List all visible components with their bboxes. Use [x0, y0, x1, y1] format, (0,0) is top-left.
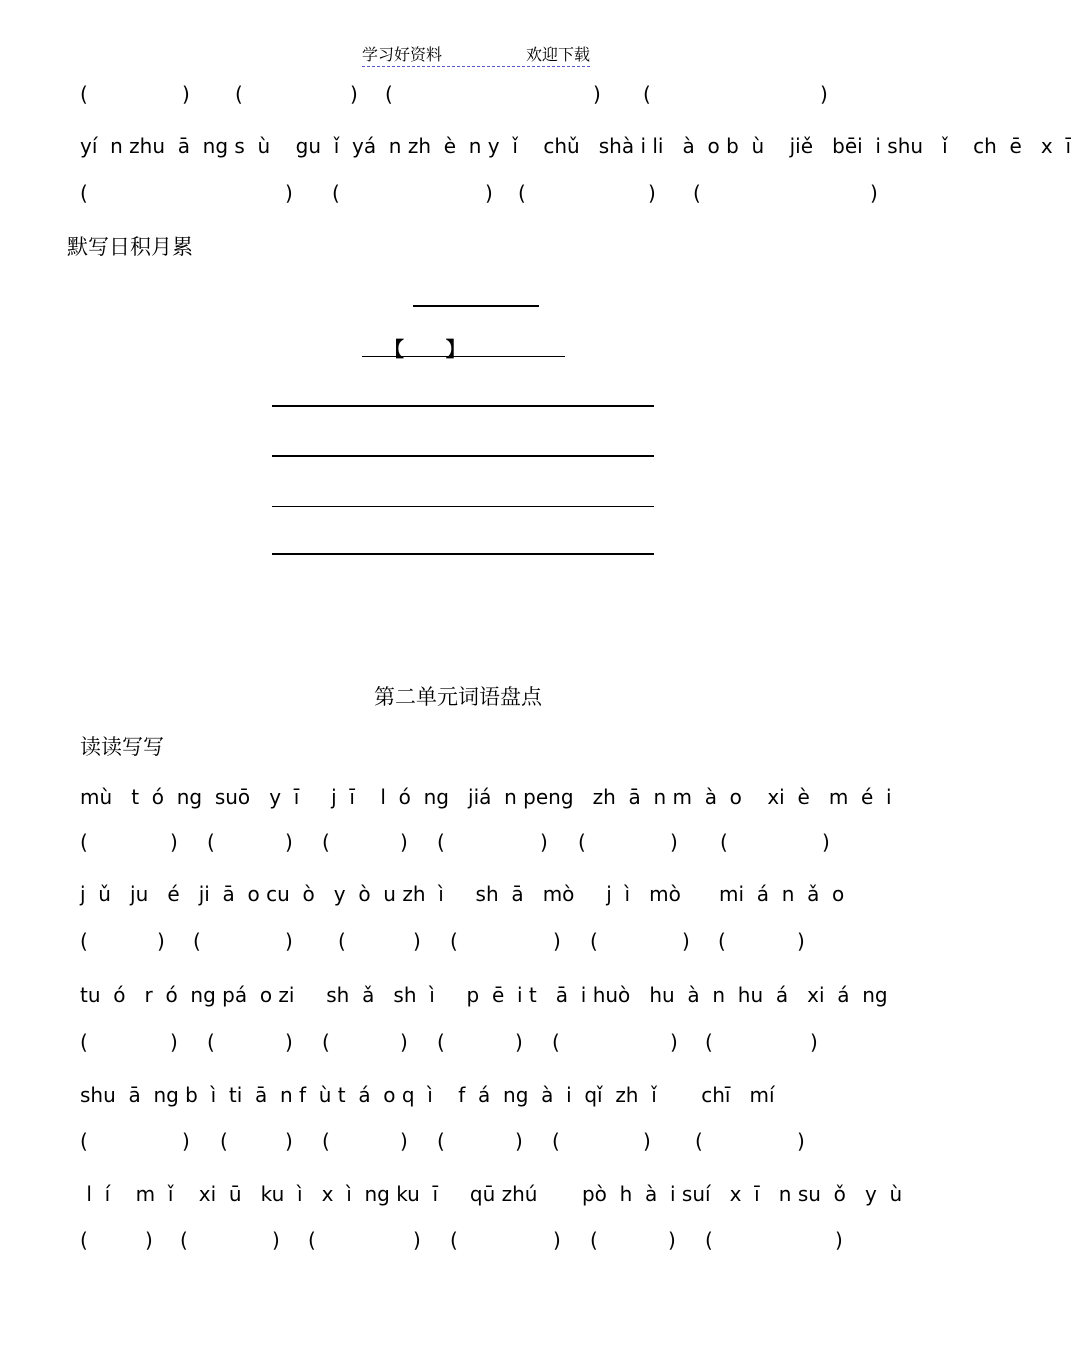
- open-bracket: (: [705, 1228, 713, 1252]
- pinyin-row: shu ā ng b ì ti ā n f ù t á o q ì f á ng à i qǐ zh ǐ chī mí: [80, 1083, 775, 1107]
- close-bracket: ): [553, 929, 561, 953]
- close-bracket: ): [822, 830, 830, 854]
- open-bracket: (: [437, 1030, 445, 1054]
- poem-line-blank: [272, 455, 654, 457]
- close-bracket: ): [285, 181, 293, 205]
- bracket-row: [0, 929, 950, 955]
- close-bracket: ): [540, 830, 548, 854]
- pinyin-row: l í m ǐ xi ū ku ì x ì ng ku ī qū zhú pò h à i suí x ī n su ǒ y ù: [80, 1182, 903, 1206]
- close-bracket: ): [285, 929, 293, 953]
- close-bracket: ): [515, 1129, 523, 1153]
- close-bracket: ): [182, 1129, 190, 1153]
- close-bracket: ): [485, 181, 493, 205]
- close-bracket: ): [797, 1129, 805, 1153]
- open-bracket: (: [207, 830, 215, 854]
- open-bracket: (: [80, 929, 88, 953]
- open-bracket: (: [578, 830, 586, 854]
- open-bracket: (: [193, 929, 201, 953]
- pinyin-row: yí n zhu ā ng s ù gu ǐ yá n zh è n y ǐ chǔ shà i li à o b ù jiě bēi i shu ǐ ch ē x ī: [80, 134, 1071, 158]
- bracket-row: [0, 1030, 950, 1056]
- open-bracket: (: [338, 929, 346, 953]
- bracket-row: [0, 82, 950, 108]
- open-bracket: (: [693, 181, 701, 205]
- close-bracket: ): [182, 82, 190, 106]
- bracket-row: [0, 1228, 950, 1254]
- header-right-text: 欢迎下载: [525, 45, 590, 64]
- open-bracket: (: [590, 929, 598, 953]
- open-bracket: (: [518, 181, 526, 205]
- open-bracket: (: [322, 830, 330, 854]
- open-bracket: (: [220, 1129, 228, 1153]
- open-bracket: (: [705, 1030, 713, 1054]
- page-header: [362, 42, 590, 67]
- close-bracket: ): [670, 830, 678, 854]
- close-bracket: ): [682, 929, 690, 953]
- poem-line-blank: [272, 553, 654, 555]
- open-bracket: (: [80, 82, 88, 106]
- open-bracket: (: [207, 1030, 215, 1054]
- poem-title-blank: [413, 305, 539, 307]
- open-bracket: (: [80, 1129, 88, 1153]
- open-bracket: (: [80, 1030, 88, 1054]
- open-bracket: (: [385, 82, 393, 106]
- open-bracket: (: [322, 1129, 330, 1153]
- open-bracket: (: [80, 181, 88, 205]
- close-bracket: ): [350, 82, 358, 106]
- open-bracket: (: [180, 1228, 188, 1252]
- close-bracket: ): [670, 1030, 678, 1054]
- open-bracket: (: [437, 830, 445, 854]
- close-bracket: ): [400, 830, 408, 854]
- poem-line-blank: [272, 405, 654, 407]
- close-bracket: ): [593, 82, 601, 106]
- close-bracket: ): [157, 929, 165, 953]
- open-bracket: (: [552, 1030, 560, 1054]
- open-bracket: (: [450, 1228, 458, 1252]
- close-bracket: ): [870, 181, 878, 205]
- close-bracket: ): [413, 929, 421, 953]
- close-bracket: ): [648, 181, 656, 205]
- close-bracket: ): [413, 1228, 421, 1252]
- close-bracket: ): [400, 1129, 408, 1153]
- subsection-title: 读读写写: [80, 735, 164, 759]
- open-bracket: (: [80, 1228, 88, 1252]
- bracket-row: [0, 1129, 950, 1155]
- open-bracket: (: [235, 82, 243, 106]
- close-bracket: ): [810, 1030, 818, 1054]
- open-bracket: (: [332, 181, 340, 205]
- close-bracket: ): [668, 1228, 676, 1252]
- pinyin-row: j ǔ ju é ji ā o cu ò y ò u zh ì sh ā mò j ì mò mi á n ǎ o: [80, 882, 845, 906]
- close-bracket: ): [553, 1228, 561, 1252]
- pinyin-row: mù t ó ng suō y ī j ī l ó ng jiá n peng zh ā n m à o xi è m é i: [80, 785, 892, 809]
- unit-title: 第二单元词语盘点: [374, 685, 542, 709]
- close-bracket: ): [272, 1228, 280, 1252]
- poem-line-blank: [272, 506, 654, 507]
- open-bracket: (: [643, 82, 651, 106]
- open-bracket: (: [80, 830, 88, 854]
- close-bracket: ): [285, 830, 293, 854]
- bracket-row: [0, 830, 950, 856]
- open-bracket: (: [308, 1228, 316, 1252]
- open-bracket: (: [718, 929, 726, 953]
- open-bracket: (: [450, 929, 458, 953]
- close-bracket: ): [515, 1030, 523, 1054]
- pinyin-row: tu ó r ó ng pá o zi sh ǎ sh ì p ē i t ā i huò hu à n hu á xi á ng: [80, 983, 888, 1007]
- author-blank: [362, 356, 565, 357]
- author-bracket: 【 】: [384, 337, 466, 361]
- open-bracket: (: [437, 1129, 445, 1153]
- close-bracket: ): [170, 1030, 178, 1054]
- open-bracket: (: [720, 830, 728, 854]
- close-bracket: ): [285, 1030, 293, 1054]
- section-title: 默写日积月累: [67, 235, 193, 259]
- close-bracket: ): [170, 830, 178, 854]
- close-bracket: ): [835, 1228, 843, 1252]
- close-bracket: ): [643, 1129, 651, 1153]
- open-bracket: (: [695, 1129, 703, 1153]
- open-bracket: (: [552, 1129, 560, 1153]
- header-left-text: 学习好资料: [362, 45, 443, 64]
- close-bracket: ): [400, 1030, 408, 1054]
- bracket-row: [0, 181, 950, 207]
- close-bracket: ): [285, 1129, 293, 1153]
- close-bracket: ): [797, 929, 805, 953]
- close-bracket: ): [145, 1228, 153, 1252]
- open-bracket: (: [590, 1228, 598, 1252]
- open-bracket: (: [322, 1030, 330, 1054]
- close-bracket: ): [820, 82, 828, 106]
